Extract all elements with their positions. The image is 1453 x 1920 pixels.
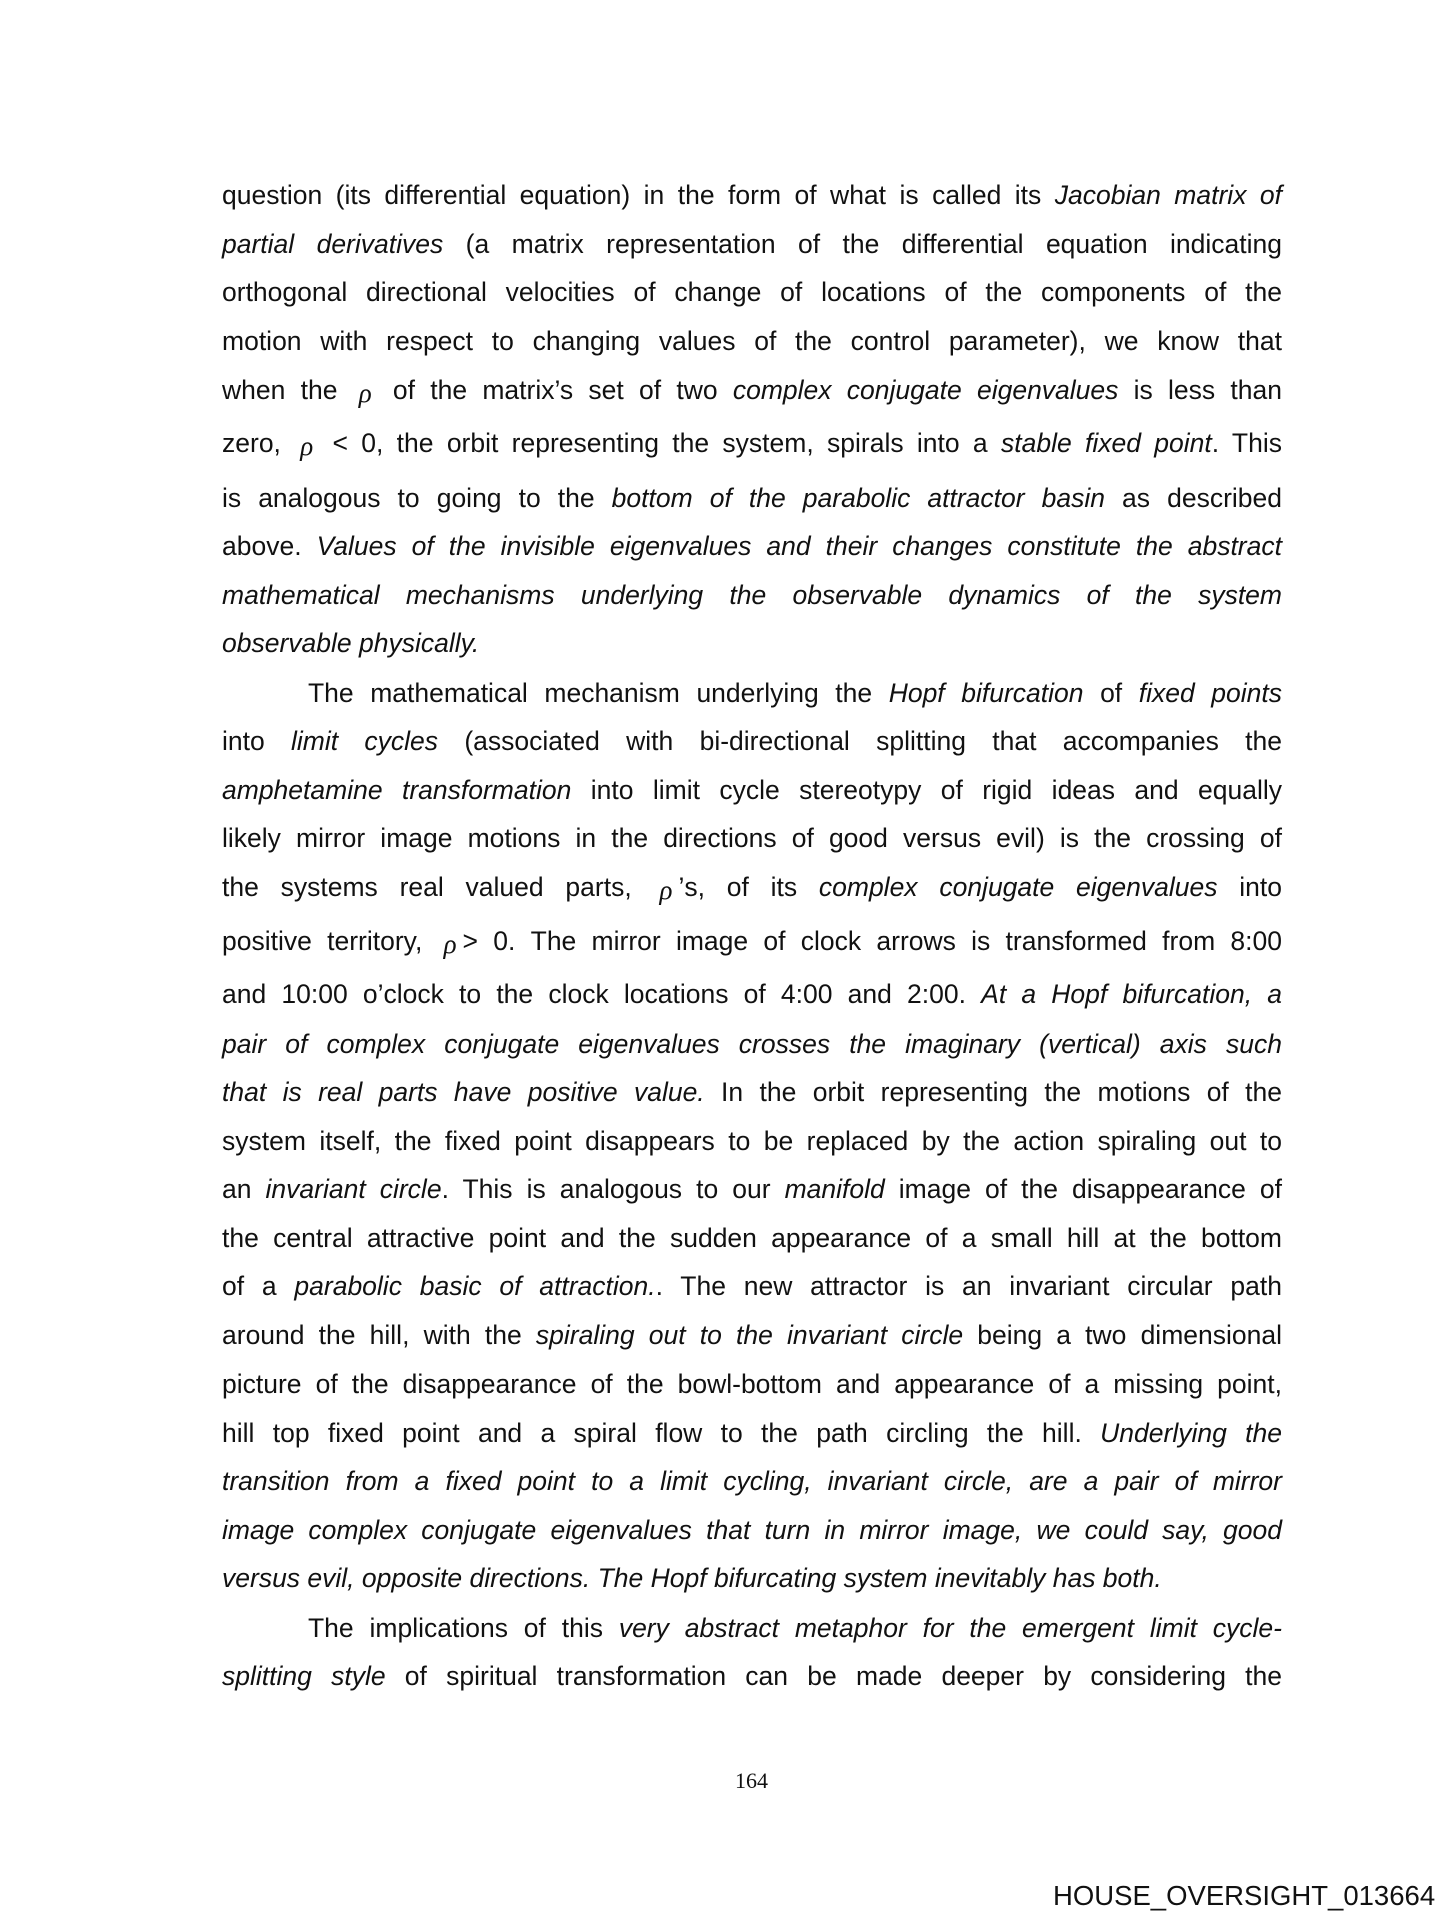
rho-symbol: ρ [659,875,673,905]
text-run: (associated with bi-directional splitting that accompanies the [438,726,1283,756]
text-run: The implications of this [308,1613,619,1643]
text-line [222,325,1282,357]
italic-text: partial derivatives [222,229,444,259]
text-run: as described [1105,483,1283,513]
text-run: an [222,1174,266,1204]
text-line [222,627,1282,659]
text-line [222,1319,1282,1351]
text-line [222,1125,1282,1157]
italic-text: complex conjugate eigenvalues [818,872,1218,902]
text-run: into limit cycle stereotypy of rigid ideas and equally [571,775,1283,805]
text-line [222,1465,1282,1497]
text-run: orthogonal directional velocities of change of locations of the components of the [222,277,1282,307]
italic-text: amphetamine transformation [222,775,572,805]
text-line [222,1562,1282,1594]
italic-text: Underlying the [1100,1418,1282,1448]
text-run: question (its differential equation) in the form of what is called its [222,180,1055,210]
text-line [222,822,1282,854]
text-line [222,1270,1282,1302]
text-line [222,774,1282,806]
italic-text: observable physically. [222,628,480,658]
italic-text: limit cycles [291,726,439,756]
text-run: is analogous to going to the [222,483,612,513]
rho-symbol: ρ [300,431,314,461]
text-line [222,871,1282,903]
italic-text: very abstract metaphor for the emergent limit cycle- [618,1613,1282,1643]
text-run: of [1083,678,1139,708]
text-run: . The new attractor is an invariant circular path [655,1271,1282,1301]
italic-text: stable fixed point [1000,428,1212,458]
text-line [222,179,1282,211]
text-line [222,1028,1282,1060]
text-run: . This [1211,428,1282,458]
text-run: of spiritual transformation can be made deeper by considering the [385,1661,1283,1691]
text-run: . This is analogous to our [441,1174,785,1204]
text-run: being a two dimensional [963,1320,1282,1350]
text-line [222,1076,1282,1108]
text-run: image of the disappearance of [884,1174,1282,1204]
italic-text: At a Hopf bifurcation, a [981,979,1282,1009]
italic-text: bottom of the parabolic attractor basin [611,483,1105,513]
text-line [222,1173,1282,1205]
italic-text: fixed points [1138,678,1282,708]
text-run: the systems real valued parts, [222,872,654,902]
text-run: (a matrix representation of the differential equation indicating [443,229,1282,259]
text-line [222,725,1282,757]
text-run: and 10:00 o’clock to the clock locations of 4:00 and 2:00. [222,979,982,1009]
text-run: > 0. The mirror image of clock arrows is transformed from 8:00 [462,926,1283,956]
italic-text: transition from a fixed point to a limit cycling, invariant circle, are a pair of mirror [222,1466,1282,1496]
text-line [222,530,1282,562]
italic-text: mathematical mechanisms underlying the observable dynamics of the system [222,580,1282,610]
text-run: picture of the disappearance of the bowl-bottom and appearance of a missing point, [222,1369,1282,1399]
text-run: The mathematical mechanism underlying the [308,678,889,708]
text-line [222,276,1282,308]
text-line [222,1514,1282,1546]
text-run: above. [222,531,317,561]
italic-text: Hopf bifurcation [888,678,1084,708]
text-line [308,677,1282,709]
text-run: system itself, the fixed point disappears to be replaced by the action spiraling out to [222,1126,1282,1156]
text-line [222,579,1282,611]
text-run: ’s, of its [678,872,819,902]
text-run: into [222,726,292,756]
italic-text: complex conjugate eigenvalues [732,375,1119,405]
text-line [222,374,1282,406]
text-line [222,1368,1282,1400]
text-run: likely mirror image motions in the directions of good versus evil) is the crossing of [222,823,1282,853]
italic-text: invariant circle [265,1174,442,1204]
text-run: zero, [222,428,295,458]
text-line [308,1612,1282,1644]
text-line [222,978,1282,1010]
text-run: of the matrix’s set of two [377,375,733,405]
rho-symbol: ρ [358,378,372,408]
text-line [222,925,1282,957]
italic-text: spiraling out to the invariant circle [535,1320,964,1350]
text-run: into [1217,872,1282,902]
text-run: In the orbit representing the motions of the [704,1077,1282,1107]
text-run: the central attractive point and the sudden appearance of a small hill at the bottom [222,1223,1282,1253]
text-run: < 0, the orbit representing the system, spirals into a [319,428,1001,458]
italic-text: versus evil, opposite directions. The Hopf bifurcating system inevitably has both. [222,1563,1162,1593]
text-line [222,1222,1282,1254]
italic-text: parabolic basic of attraction. [294,1271,656,1301]
text-line [222,482,1282,514]
text-line [222,427,1282,459]
rho-symbol: ρ [443,929,457,959]
text-run: around the hill, with the [222,1320,536,1350]
bates-stamp: HOUSE_OVERSIGHT_013664 [1053,1880,1436,1911]
page-number: 164 [735,1768,768,1793]
text-line [222,228,1282,260]
text-line [222,1660,1282,1692]
text-line [222,1417,1282,1449]
text-run: positive territory, [222,926,438,956]
italic-text: image complex conjugate eigenvalues that turn in mirror image, we could say, good [222,1515,1282,1545]
text-run: motion with respect to changing values of the control parameter), we know that [222,326,1282,356]
italic-text: pair of complex conjugate eigenvalues crosses the imaginary (vertical) axis such [222,1029,1282,1059]
text-run: hill top fixed point and a spiral flow to the path circling the hill. [222,1418,1101,1448]
italic-text: that is real parts have positive value. [222,1077,705,1107]
text-run: of a [222,1271,295,1301]
italic-text: Values of the invisible eigenvalues and their changes constitute the abstract [316,531,1282,561]
text-run: when the [222,375,353,405]
italic-text: splitting style [222,1661,386,1691]
text-run: is less than [1118,375,1282,405]
italic-text: manifold [784,1174,885,1204]
italic-text: Jacobian matrix of [1054,180,1283,210]
